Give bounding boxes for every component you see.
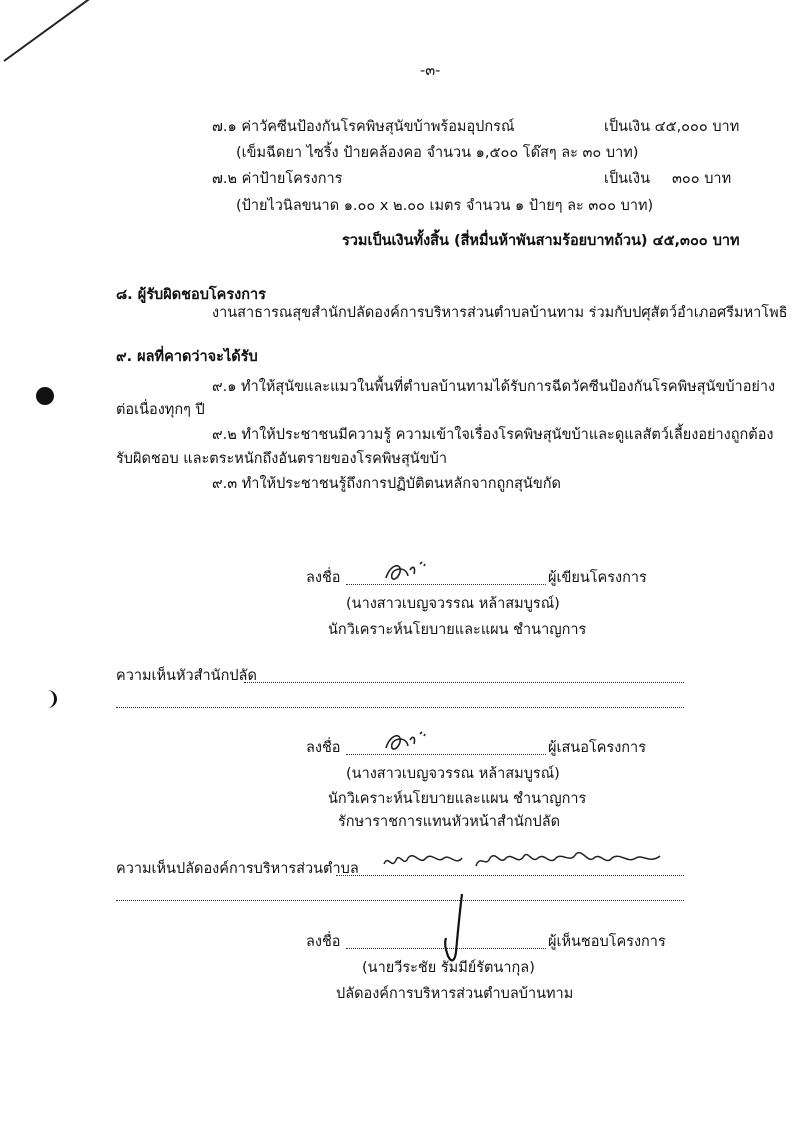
punch-hole-partial: [38, 690, 57, 708]
result-9-2-line1: ๙.๒ ทำให้ประชาชนมีความรู้ ความเข้าใจเรื่องโรคพิษสุนัขบ้าและดูแลสัตว์เลี้ยงอย่างถูกต้อง: [212, 427, 774, 443]
opinion-2-line-2: [116, 900, 684, 901]
item-7-2-amount-value: ๓๐๐ บาท: [672, 171, 732, 187]
signature-3-name: (นายวีระชัย รัมมีย์รัตนากุล): [362, 960, 535, 976]
signature-2-position: นักวิเคราะห์นโยบายและแผน ชำนาญการ: [328, 791, 587, 807]
section-8-heading: ๘. ผู้รับผิดชอบโครงการ: [116, 287, 266, 303]
signature-1-role: ผู้เขียนโครงการ: [548, 570, 647, 586]
page-number: -๓-: [420, 63, 441, 79]
result-9-2-line2: รับผิดชอบ และตระหนักถึงอันตรายของโรคพิษสุนัขบ้า: [116, 451, 447, 467]
result-9-3: ๙.๓ ทำให้ประชาชนรู้ถึงการปฏิบัติตนหลักจากถูกสุนัขกัด: [212, 476, 561, 492]
grand-total: รวมเป็นเงินทั้งสิ้น (สี่หมื่นห้าพันสามร้อยบาทถ้วน) ๔๕,๓๐๐ บาท: [342, 233, 740, 249]
signature-1-handwriting: [380, 556, 440, 588]
item-7-1-label: ๗.๑ ค่าวัคซีนป้องกันโรคพิษสุนัขบ้าพร้อมอุปกรณ์: [212, 119, 515, 135]
item-7-2-amount-label: เป็นเงิน: [604, 171, 651, 187]
scan-artifact-line: [3, 0, 134, 62]
section-8-body: งานสาธารณสุขสำนักปลัดองค์การบริหารส่วนตำบลบ้านทาม ร่วมกับปศุสัตว์อำเภอศรีมหาโพธิ: [212, 305, 788, 321]
opinion-2-label: ความเห็นปลัดองค์การบริหารส่วนตำบล: [116, 861, 359, 877]
opinion-1-line-2: [116, 707, 684, 708]
result-9-1-line1: ๙.๑ ทำให้สุนัขและแมวในพื้นที่ตำบลบ้านทามได้รับการฉีดวัคซีนป้องกันโรคพิษสุนัขบ้าอย่าง: [212, 379, 776, 395]
signature-1-name: (นางสาวเบญจวรรณ หล้าสมบูรณ์): [346, 596, 560, 612]
punch-hole: [36, 387, 54, 405]
item-7-2-detail: (ป้ายไวนิลขนาด ๑.๐๐ x ๒.๐๐ เมตร จำนวน ๑ ป้ายๆ ละ ๓๐๐ บาท): [236, 198, 654, 214]
signature-3-sign-label: ลงชื่อ: [306, 934, 341, 950]
item-7-1-detail: (เข็มฉีดยา ไซริ้ง ป้ายคล้องคอ จำนวน ๑,๕๐๐ โด๊สๆ ละ ๓๐ บาท): [236, 145, 639, 161]
signature-1-sign-label: ลงชื่อ: [306, 570, 341, 586]
signature-3-role: ผู้เห็นชอบโครงการ: [548, 934, 666, 950]
signature-3-handwriting: [436, 890, 476, 970]
opinion-1-label: ความเห็นหัวสำนักปลัด: [116, 668, 257, 684]
signature-2-handwriting: [380, 724, 440, 758]
opinion-2-handwritten-note: [380, 842, 680, 876]
item-7-2-label: ๗.๒ ค่าป้ายโครงการ: [212, 171, 343, 187]
item-7-1-amount: เป็นเงิน ๔๕,๐๐๐ บาท: [604, 119, 740, 135]
signature-2-role: ผู้เสนอโครงการ: [548, 740, 646, 756]
signature-1-position: นักวิเคราะห์นโยบายและแผน ชำนาญการ: [328, 622, 587, 638]
section-9-heading: ๙. ผลที่คาดว่าจะได้รับ: [116, 349, 258, 365]
opinion-1-line-1: [244, 682, 684, 683]
signature-1-line: [346, 584, 546, 585]
signature-2-name: (นางสาวเบญจวรรณ หล้าสมบูรณ์): [346, 766, 560, 782]
signature-2-line: [346, 754, 546, 755]
signature-2-acting: รักษาราชการแทนหัวหน้าสำนักปลัด: [338, 814, 561, 830]
signature-2-sign-label: ลงชื่อ: [306, 740, 341, 756]
result-9-1-line2: ต่อเนื่องทุกๆ ปี: [116, 402, 205, 418]
signature-3-position: ปลัดองค์การบริหารส่วนตำบลบ้านทาม: [336, 986, 574, 1002]
